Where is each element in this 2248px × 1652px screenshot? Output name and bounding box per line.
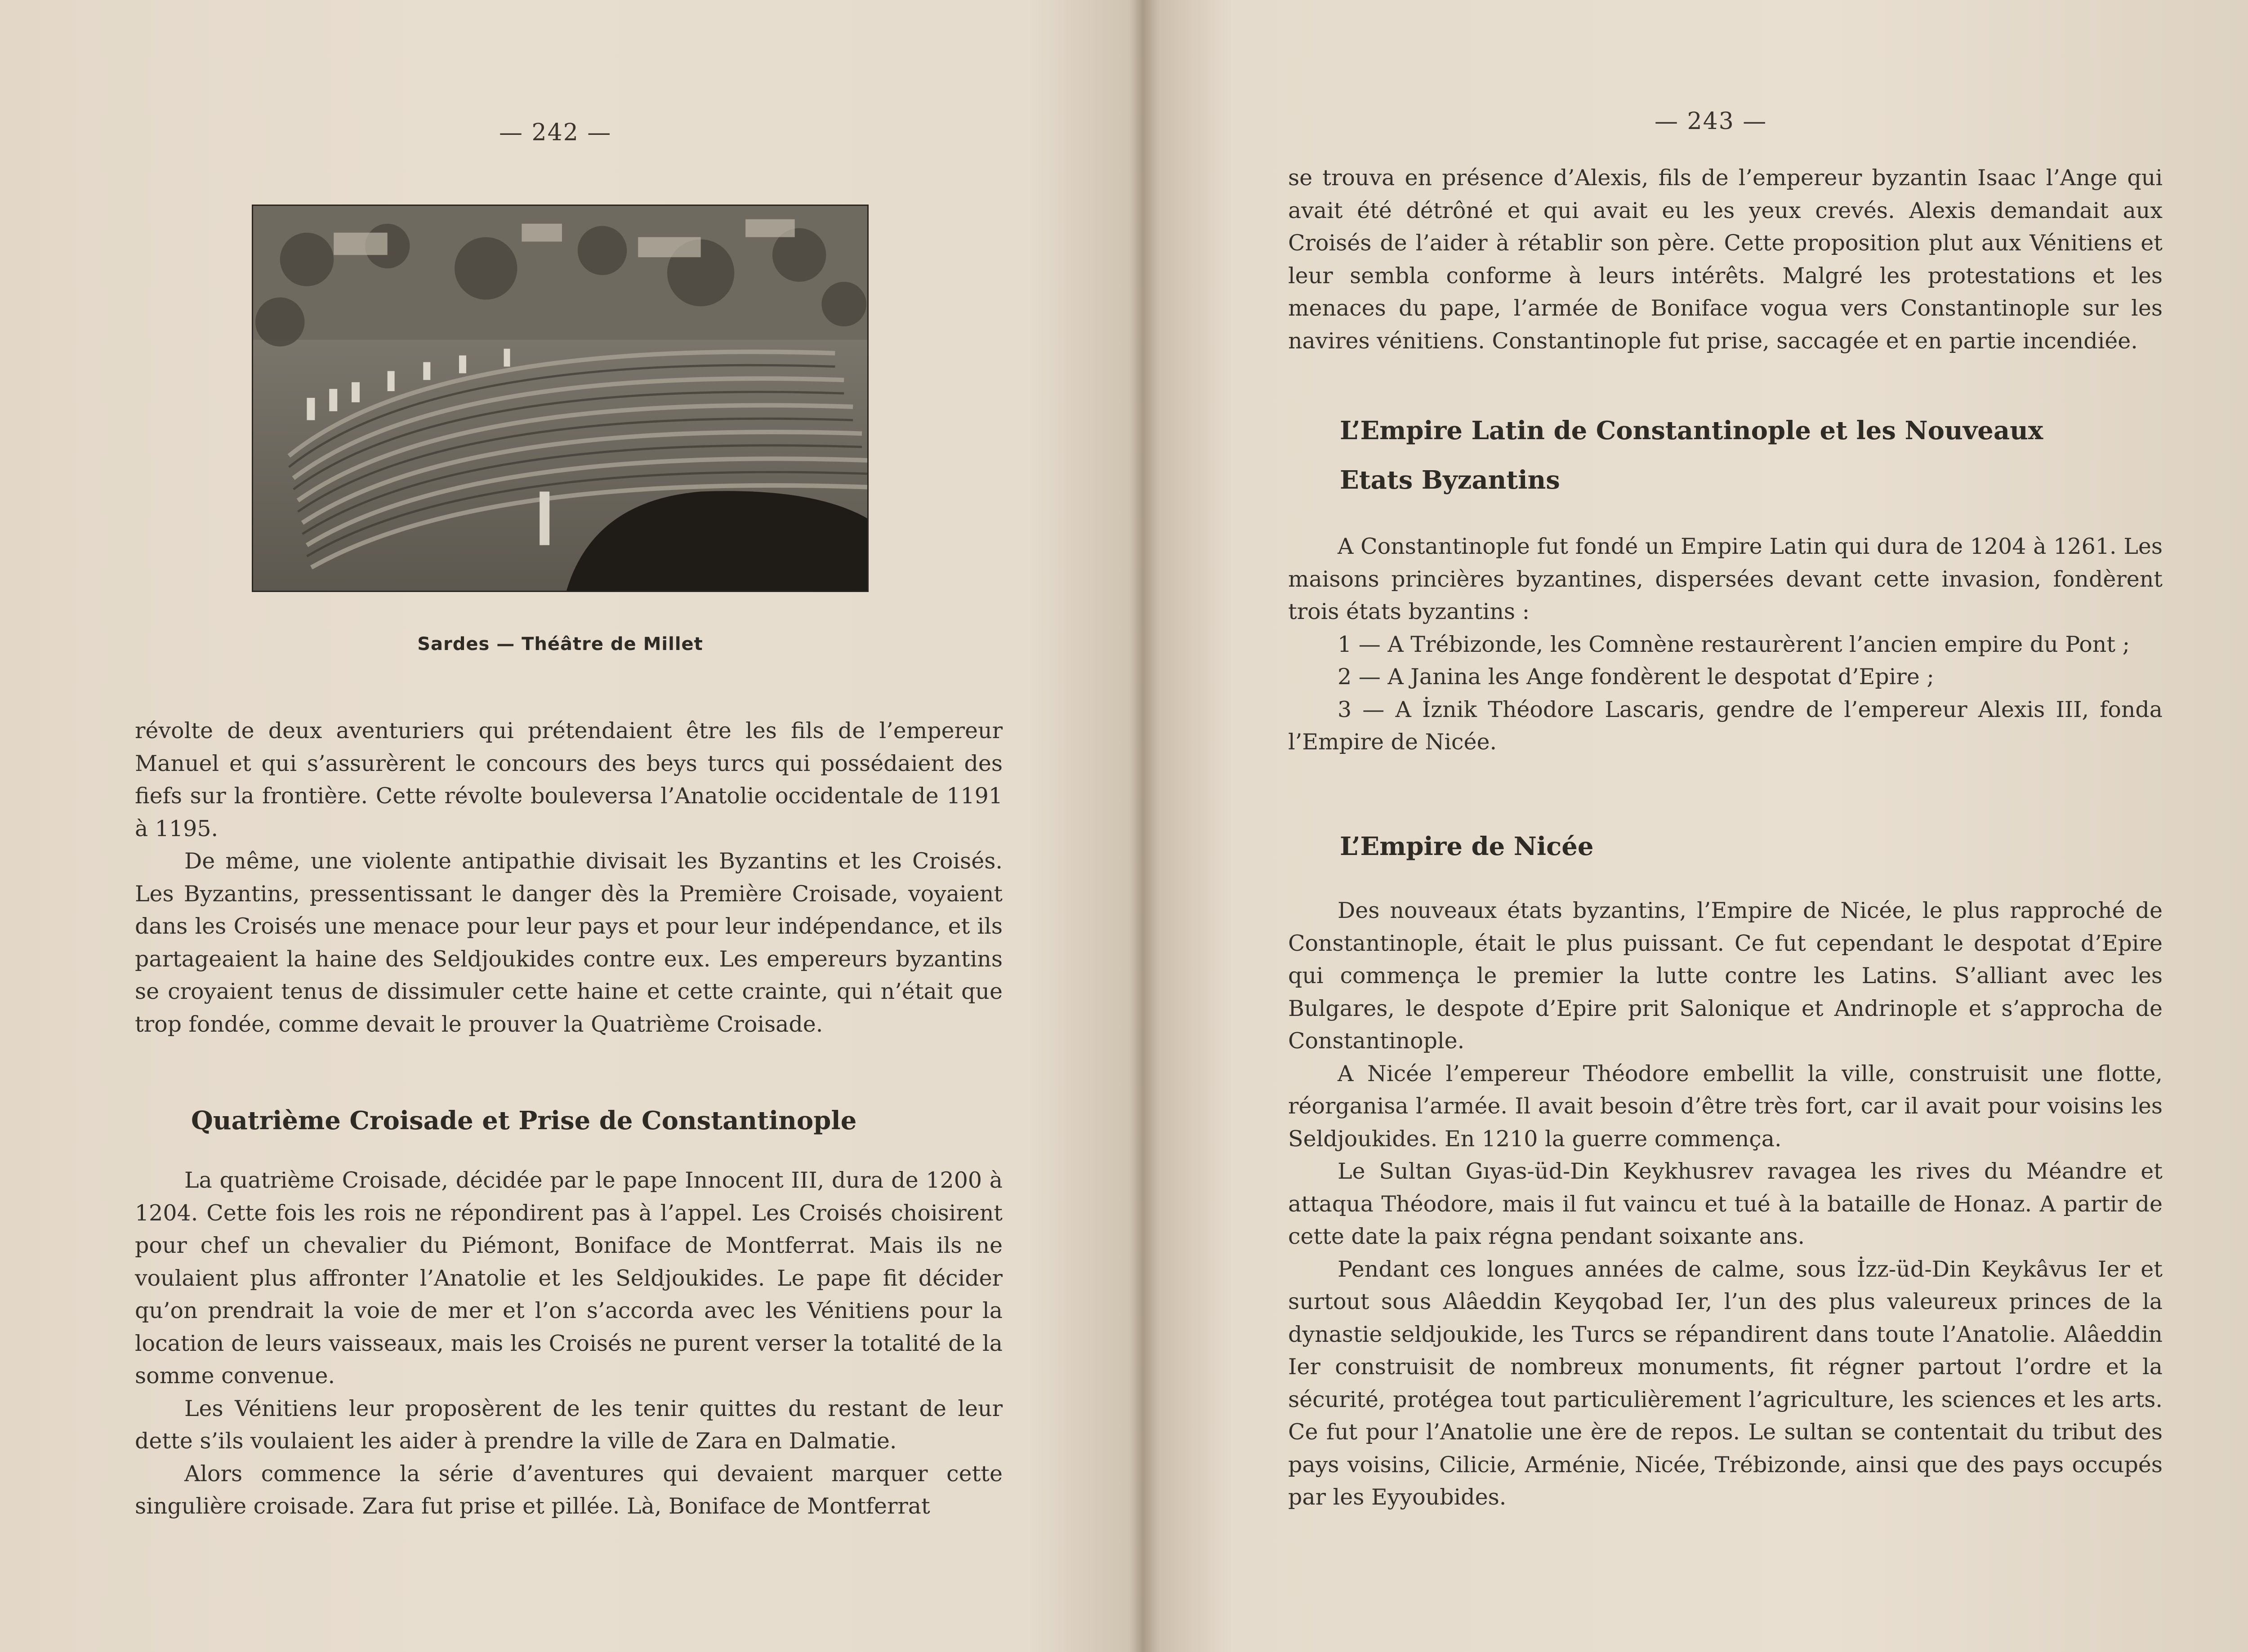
- paragraph: A Nicée l’empereur Théodore embellit la ville, construisit une flotte, réorganisa l’armée. Il avait besoin d’être très fort, car il avait pour voisins les Seldjoukides. En 1210 la guerre commença.: [1288, 1060, 2163, 1152]
- paragraph: A Constantinople fut fondé un Empire Latin qui dura de 1204 à 1261. Les maisons princières byzantines, dispersées devant cette invasion, fondèrent trois états byzantins :: [1288, 534, 2163, 624]
- section-heading-quatrieme-croisade: Quatrième Croisade et Prise de Constantinople: [191, 1106, 857, 1135]
- paragraph: 1 — A Trébizonde, les Comnène restaurèrent l’ancien empire du Pont ;: [1338, 631, 2130, 657]
- theatre-photograph: [252, 205, 869, 592]
- right-text-block-1: [1288, 162, 2163, 357]
- paragraph: La quatrième Croisade, décidée par le pape Innocent III, dura de 1200 à 1204. Cette fois les rois ne répondirent pas à l’appel. Les Croisés choisirent pour chef un chevalier du Piémont, Boniface de Montferrat. Mais ils ne voulaient plus affronter l’Anatolie et les Seldjoukides. Le pape fit décider qu’on prendrait la voie de mer et l’on s’accorda avec les Vénitiens pour la location de leurs vaisseaux, mais les Croisés ne purent verser la totalité de la somme convenue.: [135, 1167, 1003, 1389]
- paragraph: De même, une violente antipathie divisait les Byzantins et les Croisés. Les Byzantins, pressentissant le danger dès la Première Croisade, voyaient dans les Croisés une menace pour leur pays et pour leur indépendance, et ils partageaient la haine des Seldjoukides contre eux. Les empereurs byzantins se croyaient tenus de dissimuler cette haine et cette crainte, qui n’était que trop fondée, comme devait le prouver la Quatrième Croisade.: [135, 848, 1003, 1037]
- section-heading-empire-latin-line2: Etats Byzantins: [1340, 465, 1560, 495]
- paragraph: révolte de deux aventuriers qui prétendaient être les fils de l’empereur Manuel et qui s’assurèrent le concours des beys turcs qui possédaient des fiefs sur la frontière. Cette révolte bouleversa l’Anatolie occidentale de 1191 à 1195.: [135, 718, 1003, 842]
- paragraph: se trouva en présence d’Alexis, fils de l’empereur byzantin Isaac l’Ange qui avait été détrôné et qui avait eu les yeux crevés. Alexis demandait aux Croisés de l’aider à rétablir son père. Cette proposition plut aux Vénitiens et leur sembla conforme à leurs intérêts. Malgré les protestations et les menaces du pape, l’armée de Boniface vogua vers Constantinople sur les navires vénitiens. Constantinople fut prise, saccagée et en partie incendiée.: [1288, 165, 2163, 354]
- section-heading-empire-latin: L’Empire Latin de Constantinople et les Nouveaux: [1340, 416, 2043, 445]
- paragraph: 2 — A Janina les Ange fondèrent le despotat d’Epire ;: [1338, 664, 1934, 690]
- right-text-block-3: [1288, 895, 2163, 1514]
- page-number-right: — 243 —: [1655, 108, 1767, 135]
- left-text-block-2: [135, 1164, 1003, 1523]
- page-number-left: — 242 —: [499, 119, 612, 146]
- photo-caption: Sardes — Théâtre de Millet: [417, 634, 703, 655]
- right-page: [1142, 0, 2248, 1652]
- left-text-block-1: [135, 715, 1003, 1041]
- theatre-photo-image: [253, 206, 867, 591]
- paragraph: Des nouveaux états byzantins, l’Empire de Nicée, le plus rapproché de Constantinople, était le plus puissant. Ce fut cependant le despotat d’Epire qui commença le premier la lutte contre les Latins. S’alliant avec les Bulgares, le despote d’Epire prit Salonique et Andrinople et s’approcha de Constantinople.: [1288, 898, 2163, 1054]
- paragraph: Le Sultan Gıyas-üd-Din Keykhusrev ravagea les rives du Méandre et attaqua Théodore, mais il fut vaincu et tué à la bataille de Honaz. A partir de cette date la paix régna pendant soixante ans.: [1288, 1158, 2163, 1249]
- right-text-block-2: [1288, 530, 2163, 759]
- paragraph: Alors commence la série d’aventures qui devaient marquer cette singulière croisade. Zara fut prise et pillée. Là, Boniface de Montferrat: [135, 1461, 1003, 1519]
- paragraph: Les Vénitiens leur proposèrent de les tenir quittes du restant de leur dette s’ils voulaient les aider à prendre la ville de Zara en Dalmatie.: [135, 1395, 1003, 1454]
- section-heading-empire-nicee: L’Empire de Nicée: [1340, 832, 1594, 861]
- paragraph: 3 — A İznik Théodore Lascaris, gendre de l’empereur Alexis III, fonda l’Empire de Nicée.: [1288, 696, 2163, 755]
- paragraph: Pendant ces longues années de calme, sous İzz-üd-Din Keykâvus Ier et surtout sous Alâeddin Keyqobad Ier, l’un des plus valeureux princes de la dynastie seldjoukide, les Turcs se répandirent dans toute l’Anatolie. Alâeddin Ier construisit de nombreux monuments, fit régner partout l’ordre et la sécurité, protégea tout particulièrement l’agriculture, les sciences et les arts. Ce fut pour l’Anatolie une ère de repos. Le sultan se contentait du tribut des pays voisins, Cilicie, Arménie, Nicée, Trébizonde, ainsi que des pays occupés par les Eyyoubides.: [1288, 1256, 2163, 1510]
